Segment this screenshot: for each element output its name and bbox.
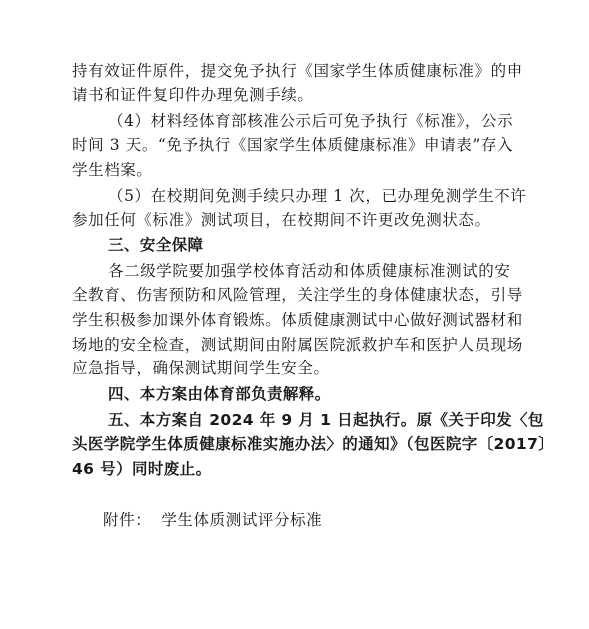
- paragraph-line: 请书和证件复印件办理免测手续。: [72, 86, 314, 104]
- paragraph-line: 各二级学院要加强学校体育活动和体质健康标准测试的安: [108, 262, 511, 280]
- section-heading: 四、本方案由体育部负责解释。: [108, 385, 331, 403]
- paragraph-line: （5）在校期间免测手续只办理 1 次，已办理免测学生不许: [108, 187, 527, 205]
- attachment-line: [103, 510, 322, 530]
- section-line: 46 号）同时废止。: [72, 460, 212, 478]
- section-heading: 五、本方案自 2024 年 9 月 1 日起执行。原《关于印发〈包: [108, 411, 544, 429]
- paragraph-line: 场地的安全检查，测试期间由附属医院派救护车和医护人员现场: [72, 336, 523, 354]
- section-line: 头医学院学生体质健康标准实施办法〉的通知》（包医院字〔2017〕: [72, 435, 555, 453]
- paragraph-line: 参加任何《标准》测试项目，在校期间不许更改免测状态。: [72, 211, 491, 229]
- attachment-title: 学生体质测试评分标准: [161, 511, 323, 529]
- paragraph-line: 持有效证件原件，提交免予执行《国家学生体质健康标准》的申: [72, 62, 523, 80]
- paragraph-line: 时间 3 天。“免予执行《国家学生体质健康标准》申请表”存入: [72, 136, 514, 154]
- paragraph-line: 学生积极参加课外体育锻炼。体质健康测试中心做好测试器材和: [72, 311, 523, 329]
- paragraph-line: 全教育、伤害预防和风险管理，关注学生的身体健康状态，引导: [72, 286, 523, 304]
- attachment-label: 附件：: [103, 511, 152, 529]
- section-heading: 三、安全保障: [108, 236, 204, 254]
- paragraph-line: 学生档案。: [72, 161, 153, 179]
- paragraph-line: （4）材料经体育部核准公示后可免予执行《标准》，公示: [108, 112, 514, 130]
- paragraph-line: 应急指导，确保测试期间学生安全。: [72, 359, 330, 377]
